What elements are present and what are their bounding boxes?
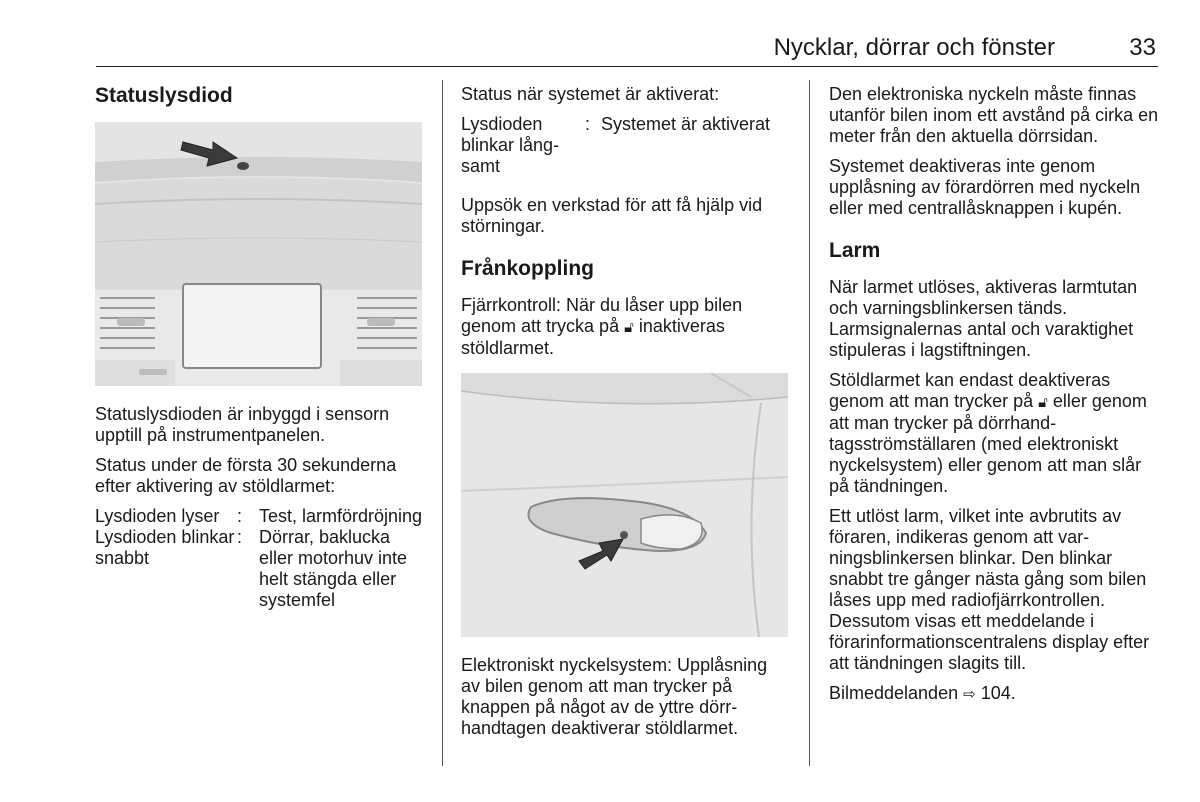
definition-term: Lysdioden lyser bbox=[95, 506, 220, 526]
paragraph: Stöldlarmet kan endast deaktiveras genom att man trycker på 🔓︎ eller genom att man trycker på dörrhandtagsströmställaren (med elektroniskt nyckelsystem) eller genom att man slår på tändningen. bbox=[829, 370, 1147, 496]
section-heading-larm: Larm bbox=[829, 239, 881, 262]
status-definition-list bbox=[95, 506, 425, 611]
definition-row bbox=[95, 506, 425, 527]
definition-row bbox=[461, 114, 791, 177]
section-heading-frankoppling: Frånkoppling bbox=[461, 257, 594, 280]
paragraph: Status under de första 30 sekunderna efter aktivering av stöldlarmet: bbox=[95, 455, 397, 496]
column-divider bbox=[442, 80, 443, 766]
paragraph: Uppsök en verkstad för att få hjälp vid störningar. bbox=[461, 195, 763, 236]
definition-desc: Dörrar, baklucka eller motorhuv inte helt stängda eller systemfel bbox=[259, 527, 408, 610]
paragraph: Status när systemet är aktiverat: bbox=[461, 84, 720, 104]
column-left bbox=[95, 84, 425, 620]
column-middle bbox=[461, 84, 791, 748]
page-header bbox=[96, 34, 1158, 67]
unlock-key-icon: 🔓︎ bbox=[1038, 394, 1048, 411]
paragraph: Fjärrkontroll: När du låser upp bilen genom att trycka på 🔓︎ inaktiveras stöldlarmet. bbox=[461, 295, 743, 358]
paragraph: Systemet deaktiveras inte genom upplåsning av förardörren med nyckeln eller med centrallåsknappen i kupén. bbox=[829, 156, 1141, 218]
definition-colon: : bbox=[237, 506, 243, 526]
definition-colon: : bbox=[237, 527, 243, 547]
definition-colon: : bbox=[585, 114, 591, 134]
column-right bbox=[829, 84, 1159, 714]
definition-term: Lysdioden blinkar långsamt bbox=[461, 114, 560, 176]
dashboard-sensor-illustration bbox=[95, 122, 422, 386]
door-handle-illustration bbox=[461, 373, 788, 637]
definition-desc: Systemet är aktiverat bbox=[601, 114, 771, 134]
paragraph: Statuslysdioden är inbyggd i sensorn upptill på instrumentpanelen. bbox=[95, 404, 390, 445]
definition-term: Lysdioden blinkar snabbt bbox=[95, 527, 235, 568]
page-number: 33 bbox=[1129, 34, 1156, 61]
status-definition-list bbox=[461, 114, 791, 177]
definition-row bbox=[95, 527, 425, 611]
paragraph: Ett utlöst larm, vilket inte avbrutits av föraren, indikeras genom att varningsblinkersen blinkar. Den blinkar snabbt tre gånger nästa gång som bilen låses upp med radiofjärrkontrollen. Dessutom visas ett meddelande i förarinformationscentralens display efter att tändningen slagits till. bbox=[829, 506, 1150, 673]
unlock-key-icon: 🔓︎ bbox=[624, 319, 634, 336]
chapter-title: Nycklar, dörrar och fönster bbox=[773, 34, 1055, 61]
paragraph: När larmet utlöses, aktiveras larmtutan och varningsblinkersen tänds. Larmsignalernas antal och varaktighet stipuleras i lagstiftningen. bbox=[829, 277, 1138, 360]
cross-reference[interactable]: Bilmeddelanden ⇨ 104. bbox=[829, 683, 1016, 703]
page-reference-arrow-icon: ⇨ bbox=[963, 686, 976, 703]
definition-desc: Test, larmfördröjning bbox=[259, 506, 423, 526]
column-divider bbox=[809, 80, 810, 766]
paragraph: Elektroniskt nyckelsystem: Upplåsning av bilen genom att man trycker på knappen på något av de yttre dörrhandtagen deaktiverar stöldlarmet. bbox=[461, 655, 768, 738]
section-heading-statuslysdiod: Statuslysdiod bbox=[95, 84, 233, 107]
paragraph: Den elektroniska nyckeln måste finnas utanför bilen inom ett avstånd på cirka en meter från den aktuella dörrsidan. bbox=[829, 84, 1159, 146]
